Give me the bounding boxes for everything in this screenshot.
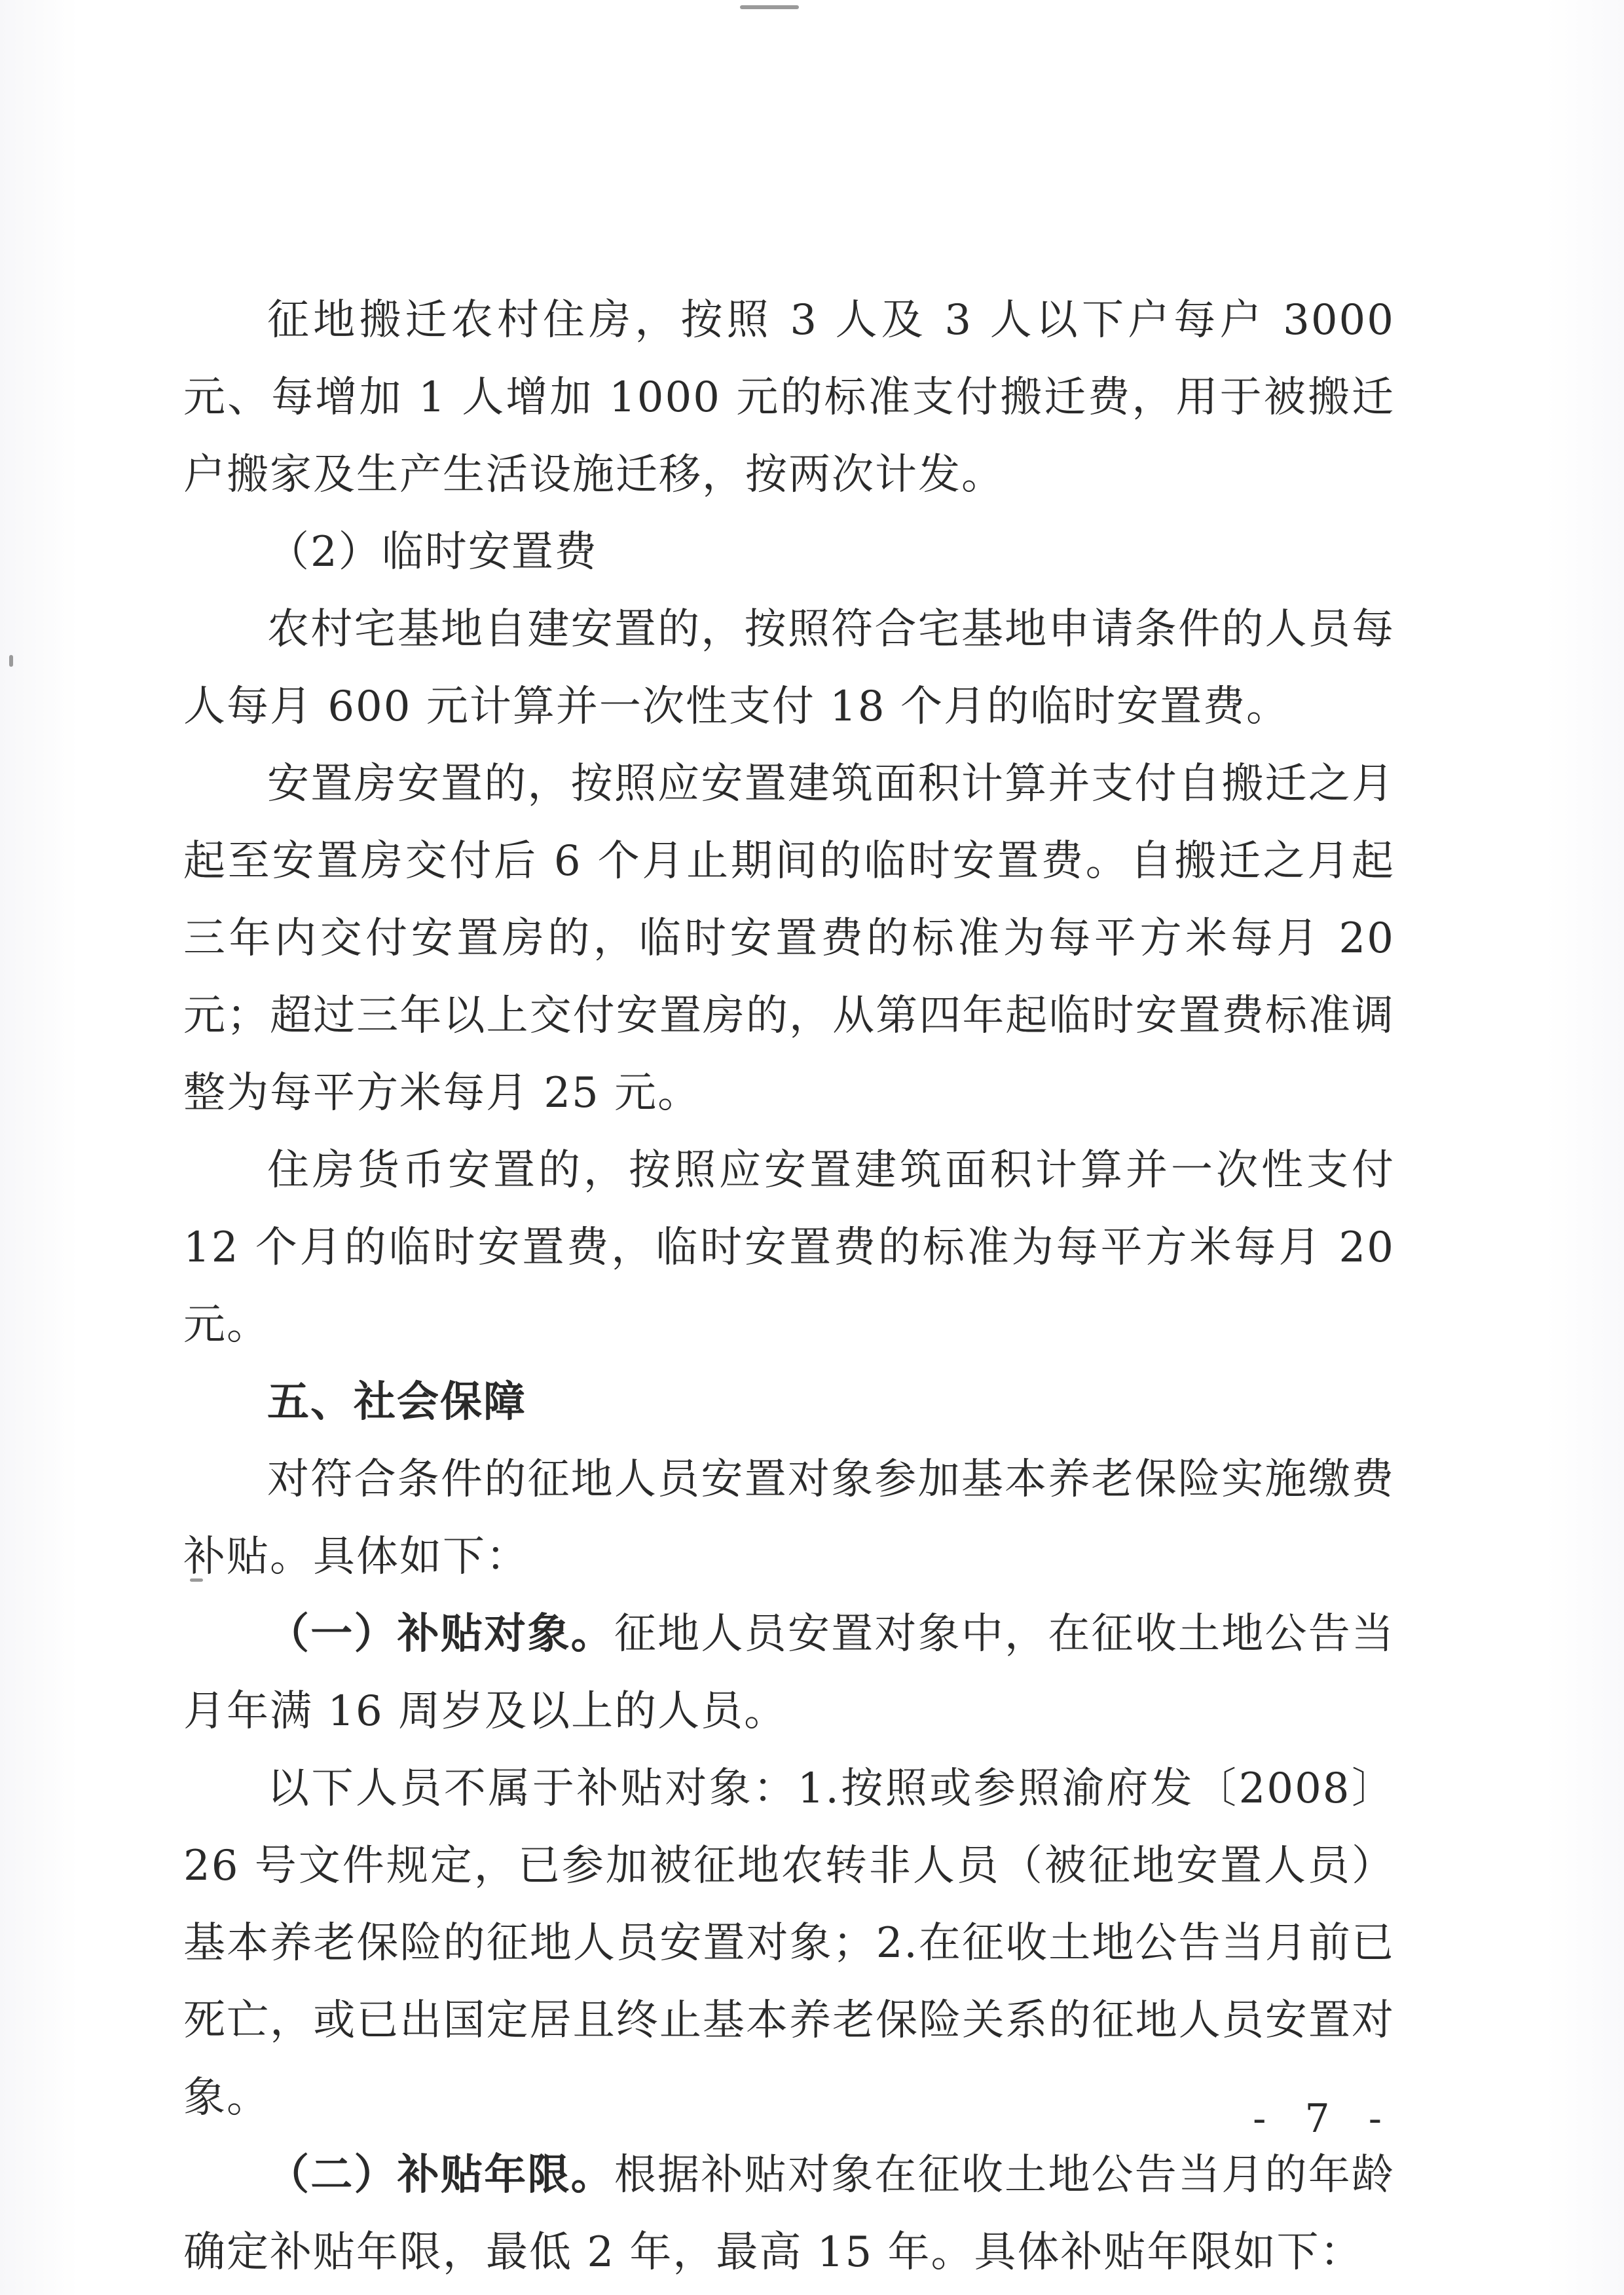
subsidy-targets-text: 征地人员安置对象中，在征收土地公告当月年满 16 周岁及以上的人员。 xyxy=(183,1610,1395,1736)
paragraph-pension-subsidy-intro: 对符合条件的征地人员安置对象参加基本养老保险实施缴费补贴。具体如下： xyxy=(183,1455,1395,1581)
subsidy-years-label: （二）补贴年限。 xyxy=(267,2151,614,2199)
paragraph-excluded-persons: 以下人员不属于补贴对象：1.按照或参照渝府发〔2008〕26 号文件规定，已参加被征地农转非人员（被征地安置人员）基本养老保险的征地人员安置对象；2.在征收土地公告当月前已死亡，或已出国定居且终止基本养老保险关系的征地人员安置对象。 xyxy=(183,1764,1395,2122)
page-number: - 7 - xyxy=(1253,2096,1395,2142)
subsidy-targets-label: （一）补贴对象。 xyxy=(267,1610,614,1658)
section-heading-social-security: 五、社会保障 xyxy=(267,1378,526,1427)
paragraph-resettlement-housing: 安置房安置的，按照应安置建筑面积计算并支付自搬迁之月起至安置房交付后 6 个月止期间的临时安置费。自搬迁之月起三年内交付安置房的，临时安置费的标准为每平方米每月 20 元；超过三年以上交付安置房的，从第四年起临时安置费标准调整为每平方米每月 25 元。 xyxy=(183,760,1410,1117)
paragraph-monetary-resettlement: 住房货币安置的，按照应安置建筑面积计算并一次性支付 12 个月的临时安置费，临时安置费的标准为每平方米每月 20 元。 xyxy=(183,1146,1410,1349)
subsidy-years-text: 根据补贴对象在征收土地公告当月的年龄确定补贴年限，最低 2 年，最高 15 年。具体补贴年限如下： xyxy=(183,2151,1395,2277)
scan-speck-left xyxy=(9,655,13,667)
body-text xyxy=(183,282,1410,2291)
paragraph-relocation-fee: 征地搬迁农村住房，按照 3 人及 3 人以下户每户 3000 元、每增加 1 人增加 1000 元的标准支付搬迁费，用于被搬迁户搬家及生产生活设施迁移，按两次计发。 xyxy=(183,296,1410,499)
paragraph-subsidy-targets xyxy=(183,1595,1395,1750)
paragraph-homestead-resettlement: 农村宅基地自建安置的，按照符合宅基地申请条件的人员每人每月 600 元计算并一次性支付 18 个月的临时安置费。 xyxy=(183,605,1395,731)
scan-speck-top xyxy=(740,5,799,9)
subheading-temporary-resettlement-fee: （2）临时安置费 xyxy=(267,528,598,576)
paragraph-subsidy-years xyxy=(183,2136,1395,2291)
